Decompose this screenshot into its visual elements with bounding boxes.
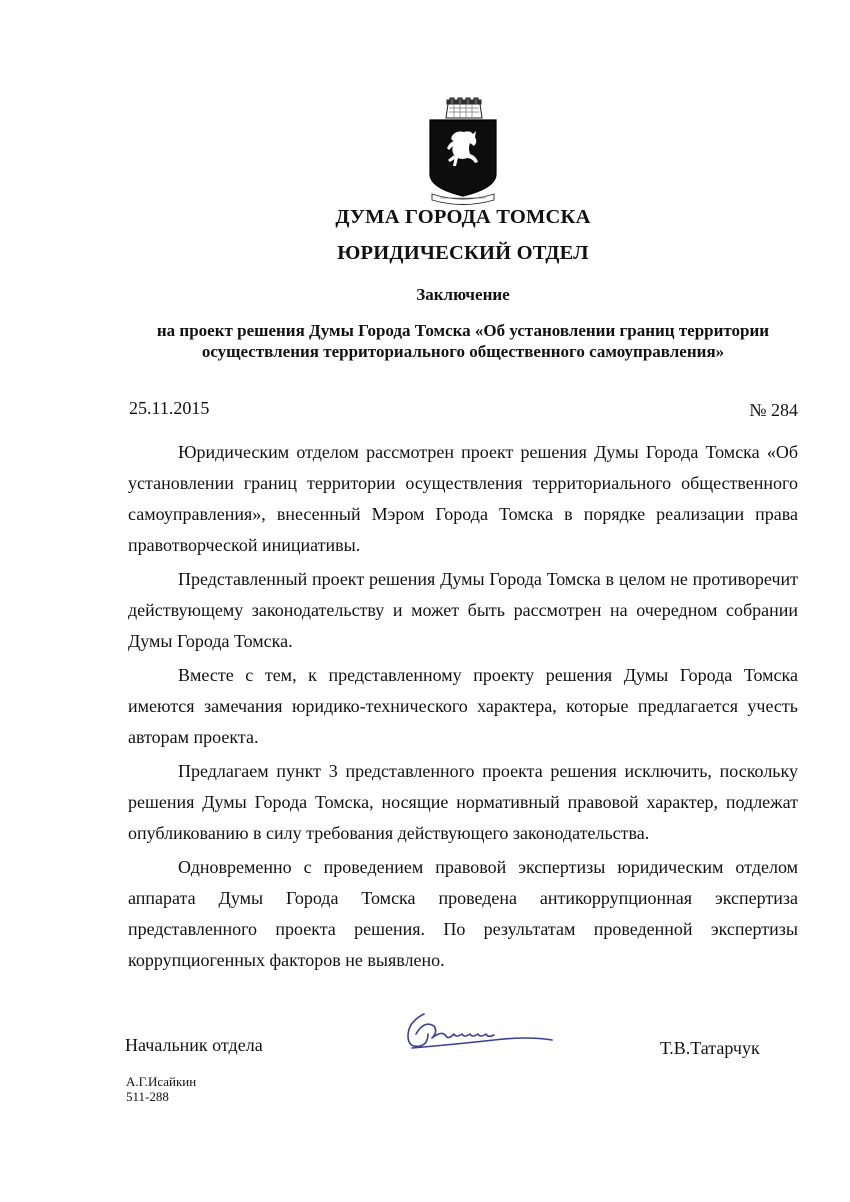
handwritten-signature-icon	[398, 1004, 568, 1066]
signer-position: Начальник отдела	[125, 1035, 263, 1055]
document-type: Заключение	[416, 285, 510, 304]
tomsk-coat-of-arms-icon	[426, 96, 500, 208]
body-paragraph: Предлагаем пункт 3 представленного проекта решения исключить, поскольку решения Думы Города Томска, носящие нормативный правовой характер, подлежат опубликованию в силу требования действующего законодательства.	[128, 761, 798, 843]
document-body	[128, 437, 798, 976]
department-name: ЮРИДИЧЕСКИЙ ОТДЕЛ	[337, 242, 589, 264]
document-number: № 284	[749, 400, 798, 420]
executor-phone: 511-288	[126, 1089, 169, 1104]
signer-name: Т.В.Татарчук	[660, 1038, 760, 1058]
executor-name: А.Г.Исайкин	[126, 1074, 197, 1089]
body-paragraph: Одновременно с проведением правовой экспертизы юридическим отделом аппарата Думы Города Томска проведена антикоррупционная экспертиза представленного проекта решения. По результатам проведенной экспертизы коррупциогенных факторов не выявлено.	[128, 857, 798, 970]
organization-name: ДУМА ГОРОДА ТОМСКА	[335, 206, 591, 228]
body-paragraph: Вместе с тем, к представленному проекту решения Думы Города Томска имеются замечания юридико-технического характера, которые предлагается учесть авторам проекта.	[128, 665, 798, 747]
body-paragraph: Представленный проект решения Думы Города Томска в целом не противоречит действующему законодательству и может быть рассмотрен на очередном собрании Думы Города Томска.	[128, 569, 798, 651]
executor-info	[126, 1074, 196, 1104]
body-paragraph: Юридическим отделом рассмотрен проект решения Думы Города Томска «Об установлении границ территории осуществления территориального общественного самоуправления», внесенный Мэром Города Томска в порядке реализации права правотворческой инициативы.	[128, 442, 798, 555]
document-subject: на проект решения Думы Города Томска «Об установлении границ территории осуществления территориального общественного самоуправления»	[156, 321, 770, 361]
document-date: 25.11.2015	[129, 398, 210, 418]
